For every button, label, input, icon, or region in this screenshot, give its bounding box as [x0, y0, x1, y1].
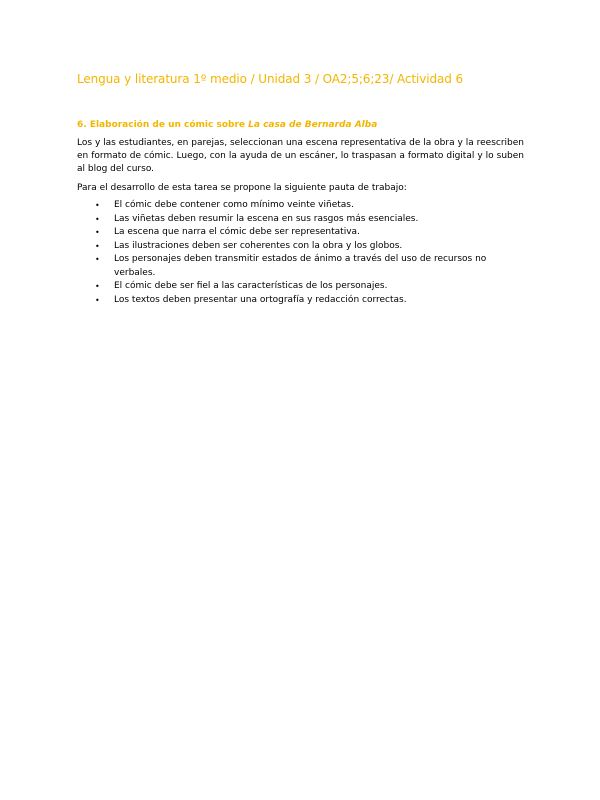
list-item — [77, 280, 524, 294]
list-item-text: El cómic debe contener como mínimo veinte viñetas. — [114, 200, 354, 210]
section-title-prefix: 6. Elaboración de un cómic sobre — [77, 120, 249, 130]
document-header: Lengua y literatura 1º medio / Unidad 3 / OA2;5;6;23/ Actividad 6 — [77, 72, 464, 86]
guide-intro-paragraph: Para el desarrollo de esta tarea se propone la siguiente pauta de trabajo: — [77, 183, 407, 193]
section-title — [77, 120, 524, 130]
list-item-text: El cómic debe ser fiel a las características de los personajes. — [114, 281, 388, 291]
intro-paragraph: Los y las estudiantes, en parejas, seleccionan una escena representativa de la obra y la reescriben en formato de cómic. Luego, con la ayuda de un escáner, lo traspasan a formato digital y lo suben al blog del curso. — [77, 138, 524, 174]
list-item — [77, 213, 524, 227]
list-item — [77, 240, 524, 254]
bullet-icon: • — [95, 214, 100, 224]
list-item-text: Las viñetas deben resumir la escena en sus rasgos más esenciales. — [114, 213, 419, 224]
list-item — [77, 253, 524, 280]
bullet-icon: • — [95, 295, 100, 305]
bullet-icon: • — [95, 282, 100, 291]
section-title-work: La casa de Bernarda Alba — [248, 120, 378, 130]
bullet-icon: • — [95, 241, 100, 251]
bullet-icon: • — [95, 201, 100, 210]
list-item — [77, 199, 524, 213]
guide-list — [77, 199, 524, 307]
activity-section — [77, 120, 524, 307]
bullet-icon: • — [95, 255, 100, 264]
list-item — [77, 226, 524, 240]
list-item-text: Los personajes deben transmitir estados de ánimo a través del uso de recursos no verbales. — [114, 254, 487, 278]
list-item — [77, 294, 524, 308]
bullet-icon: • — [95, 228, 100, 237]
list-item-text: Las ilustraciones deben ser coherentes con la obra y los globos. — [114, 240, 403, 251]
list-item-text: Los textos deben presentar una ortografía y redacción correctas. — [114, 294, 407, 305]
list-item-text: La escena que narra el cómic debe ser representativa. — [114, 227, 360, 237]
